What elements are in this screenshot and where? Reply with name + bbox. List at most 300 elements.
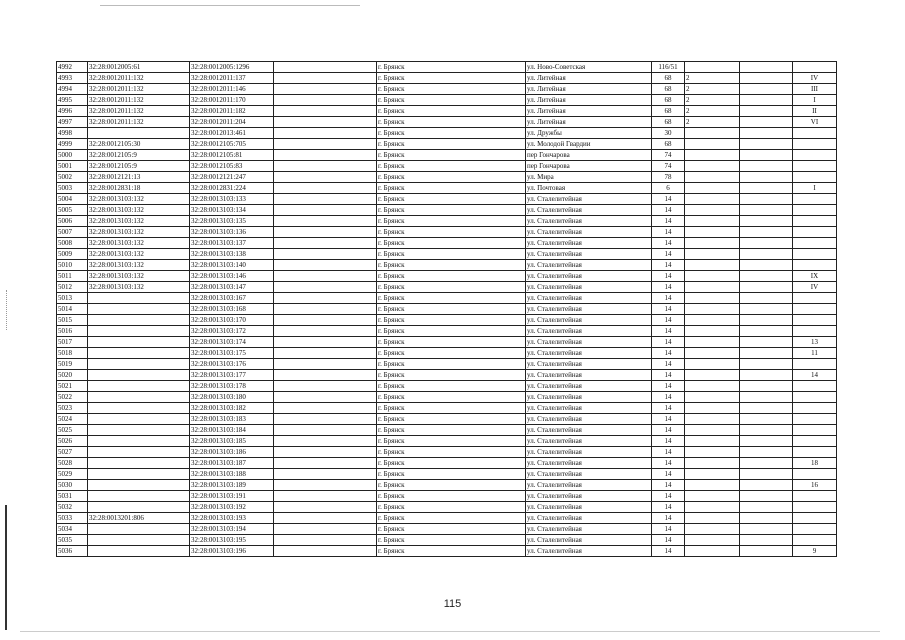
cell-old-cadastral-number: 32:28:0013103:132	[88, 238, 190, 249]
cell-street: ул. Сталелитейная	[526, 469, 652, 480]
cell-house: 14	[652, 282, 685, 293]
table-row	[57, 392, 837, 403]
cell-empty	[740, 271, 793, 282]
cell-old-cadastral-number: 32:28:0013103:132	[88, 205, 190, 216]
cell-house: 14	[652, 326, 685, 337]
cell-cadastral-number: 32:28:0013103:172	[190, 326, 274, 337]
cell-floor	[685, 348, 740, 359]
cell-empty	[740, 359, 793, 370]
cell-old-cadastral-number	[88, 469, 190, 480]
cell-empty	[274, 227, 377, 238]
cell-house: 14	[652, 535, 685, 546]
cell-empty	[274, 425, 377, 436]
cell-empty	[740, 216, 793, 227]
cell-city: г. Брянск	[377, 84, 526, 95]
cell-floor	[685, 403, 740, 414]
cell-city: г. Брянск	[377, 227, 526, 238]
cell-street: ул. Сталелитейная	[526, 546, 652, 557]
cell-street: ул. Молодой Гвардии	[526, 139, 652, 150]
cell-empty	[274, 161, 377, 172]
cell-cadastral-number: 32:28:0012011:182	[190, 106, 274, 117]
cell-floor	[685, 139, 740, 150]
cell-empty	[274, 337, 377, 348]
table-row	[57, 315, 837, 326]
cell-floor	[685, 205, 740, 216]
cell-cadastral-number: 32:28:0013103:185	[190, 436, 274, 447]
table-row	[57, 359, 837, 370]
cell-cadastral-number: 32:28:0013103:170	[190, 315, 274, 326]
cell-cadastral-number: 32:28:0012011:170	[190, 95, 274, 106]
cell-cadastral-number: 32:28:0013103:168	[190, 304, 274, 315]
cell-city: г. Брянск	[377, 370, 526, 381]
cell-city: г. Брянск	[377, 73, 526, 84]
cell-unit	[793, 359, 837, 370]
cell-city: г. Брянск	[377, 205, 526, 216]
cell-empty	[274, 436, 377, 447]
cell-house: 68	[652, 73, 685, 84]
cell-city: г. Брянск	[377, 381, 526, 392]
cell-floor	[685, 370, 740, 381]
cell-house: 78	[652, 172, 685, 183]
cell-street: ул. Сталелитейная	[526, 271, 652, 282]
cell-empty	[740, 205, 793, 216]
cell-street: ул. Сталелитейная	[526, 370, 652, 381]
cell-empty	[274, 84, 377, 95]
cell-old-cadastral-number: 32:28:0012011:132	[88, 117, 190, 128]
cell-city: г. Брянск	[377, 447, 526, 458]
cell-unit	[793, 513, 837, 524]
table-row	[57, 535, 837, 546]
table-row	[57, 150, 837, 161]
cell-empty	[274, 216, 377, 227]
cell-row-number: 5027	[57, 447, 88, 458]
cell-row-number: 4995	[57, 95, 88, 106]
cell-row-number: 5034	[57, 524, 88, 535]
cell-house: 14	[652, 227, 685, 238]
cell-empty	[740, 293, 793, 304]
cell-city: г. Брянск	[377, 502, 526, 513]
cell-empty	[274, 348, 377, 359]
cell-city: г. Брянск	[377, 414, 526, 425]
cell-cadastral-number: 32:28:0013103:195	[190, 535, 274, 546]
cell-empty	[740, 370, 793, 381]
cell-street: ул. Сталелитейная	[526, 458, 652, 469]
cell-empty	[274, 128, 377, 139]
cell-cadastral-number: 32:28:0012011:204	[190, 117, 274, 128]
cell-empty	[274, 194, 377, 205]
scan-artifact-dots	[6, 290, 13, 330]
cell-floor: 2	[685, 95, 740, 106]
cell-unit: 13	[793, 337, 837, 348]
cell-cadastral-number: 32:28:0012013:461	[190, 128, 274, 139]
cell-row-number: 5012	[57, 282, 88, 293]
cell-row-number: 5006	[57, 216, 88, 227]
cell-house: 30	[652, 128, 685, 139]
cell-street: ул. Литейная	[526, 95, 652, 106]
table-row	[57, 117, 837, 128]
cell-unit	[793, 436, 837, 447]
cell-old-cadastral-number	[88, 480, 190, 491]
cell-unit: 18	[793, 458, 837, 469]
cell-cadastral-number: 32:28:0013103:183	[190, 414, 274, 425]
cell-house: 14	[652, 271, 685, 282]
cell-street: ул. Сталелитейная	[526, 293, 652, 304]
cell-empty	[274, 370, 377, 381]
cell-old-cadastral-number	[88, 370, 190, 381]
cell-house: 14	[652, 337, 685, 348]
cell-unit	[793, 238, 837, 249]
cell-cadastral-number: 32:28:0013103:177	[190, 370, 274, 381]
cell-empty	[274, 260, 377, 271]
cell-city: г. Брянск	[377, 337, 526, 348]
cell-cadastral-number: 32:28:0013103:146	[190, 271, 274, 282]
cell-empty	[274, 139, 377, 150]
cell-unit: 9	[793, 546, 837, 557]
cell-old-cadastral-number	[88, 546, 190, 557]
cell-empty	[274, 73, 377, 84]
table-row	[57, 139, 837, 150]
cell-row-number: 5033	[57, 513, 88, 524]
cell-empty	[274, 403, 377, 414]
cell-city: г. Брянск	[377, 271, 526, 282]
cell-empty	[740, 161, 793, 172]
cell-empty	[740, 238, 793, 249]
cell-old-cadastral-number	[88, 359, 190, 370]
cell-street: ул. Сталелитейная	[526, 238, 652, 249]
cell-city: г. Брянск	[377, 469, 526, 480]
cell-old-cadastral-number	[88, 524, 190, 535]
cell-old-cadastral-number: 32:28:0013103:132	[88, 249, 190, 260]
cell-row-number: 5024	[57, 414, 88, 425]
cell-cadastral-number: 32:28:0012005:1296	[190, 62, 274, 73]
cell-empty	[740, 139, 793, 150]
table-row	[57, 425, 837, 436]
cell-city: г. Брянск	[377, 513, 526, 524]
cell-floor	[685, 282, 740, 293]
cell-cadastral-number: 32:28:0013103:176	[190, 359, 274, 370]
cell-street: ул. Сталелитейная	[526, 425, 652, 436]
cell-old-cadastral-number: 32:28:0013201:806	[88, 513, 190, 524]
cell-street: ул. Дружбы	[526, 128, 652, 139]
cell-empty	[274, 117, 377, 128]
cell-empty	[740, 513, 793, 524]
cell-house: 14	[652, 546, 685, 557]
cell-empty	[274, 535, 377, 546]
cell-street: ул. Сталелитейная	[526, 480, 652, 491]
cell-cadastral-number: 32:28:0013103:175	[190, 348, 274, 359]
cell-house: 14	[652, 370, 685, 381]
table-row	[57, 205, 837, 216]
table-row	[57, 436, 837, 447]
cell-city: г. Брянск	[377, 238, 526, 249]
cell-unit	[793, 469, 837, 480]
cell-row-number: 5029	[57, 469, 88, 480]
cell-unit	[793, 293, 837, 304]
cell-empty	[740, 381, 793, 392]
cell-city: г. Брянск	[377, 535, 526, 546]
cell-unit: I	[793, 95, 837, 106]
cell-city: г. Брянск	[377, 183, 526, 194]
cell-cadastral-number: 32:28:0013103:189	[190, 480, 274, 491]
cell-street: ул. Сталелитейная	[526, 282, 652, 293]
cell-row-number: 5017	[57, 337, 88, 348]
table-row	[57, 238, 837, 249]
cell-house: 68	[652, 106, 685, 117]
cell-city: г. Брянск	[377, 62, 526, 73]
cell-row-number: 5015	[57, 315, 88, 326]
cell-empty	[274, 513, 377, 524]
cell-row-number: 5025	[57, 425, 88, 436]
cell-city: г. Брянск	[377, 106, 526, 117]
cell-house: 14	[652, 491, 685, 502]
page-number: 115	[443, 598, 462, 610]
cell-row-number: 4997	[57, 117, 88, 128]
cell-floor	[685, 128, 740, 139]
cell-empty	[274, 95, 377, 106]
cell-floor	[685, 194, 740, 205]
cell-cadastral-number: 32:28:0013103:193	[190, 513, 274, 524]
cell-empty	[740, 524, 793, 535]
cell-city: г. Брянск	[377, 425, 526, 436]
cell-house: 68	[652, 95, 685, 106]
cell-cadastral-number: 32:28:0013103:178	[190, 381, 274, 392]
cell-city: г. Брянск	[377, 139, 526, 150]
cadastral-register-table	[56, 61, 837, 557]
cell-empty	[740, 62, 793, 73]
table-row	[57, 447, 837, 458]
cell-empty	[740, 73, 793, 84]
cell-empty	[274, 381, 377, 392]
cell-empty	[274, 304, 377, 315]
cell-city: г. Брянск	[377, 458, 526, 469]
cell-floor	[685, 216, 740, 227]
cell-cadastral-number: 32:28:0012011:137	[190, 73, 274, 84]
table-row	[57, 480, 837, 491]
cell-cadastral-number: 32:28:0013103:184	[190, 425, 274, 436]
cell-unit	[793, 227, 837, 238]
cell-empty	[740, 172, 793, 183]
cell-old-cadastral-number	[88, 436, 190, 447]
cell-unit	[793, 392, 837, 403]
cell-cadastral-number: 32:28:0013103:187	[190, 458, 274, 469]
cell-row-number: 5005	[57, 205, 88, 216]
cell-empty	[740, 249, 793, 260]
cell-floor	[685, 524, 740, 535]
cell-unit: I	[793, 183, 837, 194]
cell-unit: 14	[793, 370, 837, 381]
cell-cadastral-number: 32:28:0013103:192	[190, 502, 274, 513]
cell-old-cadastral-number: 32:28:0012011:132	[88, 73, 190, 84]
cell-unit	[793, 150, 837, 161]
cell-street: ул. Сталелитейная	[526, 502, 652, 513]
cell-row-number: 5001	[57, 161, 88, 172]
cell-street: ул. Литейная	[526, 106, 652, 117]
cell-row-number: 5023	[57, 403, 88, 414]
table-row	[57, 502, 837, 513]
cell-floor	[685, 172, 740, 183]
cell-row-number: 4999	[57, 139, 88, 150]
cell-street: ул. Сталелитейная	[526, 315, 652, 326]
table-row	[57, 348, 837, 359]
cell-empty	[740, 348, 793, 359]
cell-empty	[740, 282, 793, 293]
cell-cadastral-number: 32:28:0012011:146	[190, 84, 274, 95]
cell-old-cadastral-number	[88, 304, 190, 315]
table-row	[57, 326, 837, 337]
cell-row-number: 5019	[57, 359, 88, 370]
cell-row-number: 5036	[57, 546, 88, 557]
cell-cadastral-number: 32:28:0013103:188	[190, 469, 274, 480]
cell-row-number: 4996	[57, 106, 88, 117]
cell-unit	[793, 425, 837, 436]
cell-floor	[685, 293, 740, 304]
cell-empty	[740, 403, 793, 414]
cell-city: г. Брянск	[377, 293, 526, 304]
cell-cadastral-number: 32:28:0013103:140	[190, 260, 274, 271]
cell-house: 14	[652, 403, 685, 414]
cell-cadastral-number: 32:28:0013103:135	[190, 216, 274, 227]
cell-house: 116/51	[652, 62, 685, 73]
cell-house: 14	[652, 315, 685, 326]
cell-unit	[793, 194, 837, 205]
cell-floor	[685, 502, 740, 513]
cell-empty	[740, 480, 793, 491]
cell-cadastral-number: 32:28:0013103:134	[190, 205, 274, 216]
cell-row-number: 5008	[57, 238, 88, 249]
cell-empty	[740, 392, 793, 403]
table-row	[57, 458, 837, 469]
cell-city: г. Брянск	[377, 282, 526, 293]
cell-cadastral-number: 32:28:0013103:174	[190, 337, 274, 348]
cell-house: 14	[652, 260, 685, 271]
cell-house: 14	[652, 348, 685, 359]
cell-cadastral-number: 32:28:0012831:224	[190, 183, 274, 194]
cell-floor	[685, 359, 740, 370]
cell-house: 14	[652, 304, 685, 315]
cell-floor	[685, 62, 740, 73]
cell-empty	[740, 337, 793, 348]
cell-house: 6	[652, 183, 685, 194]
cell-row-number: 5022	[57, 392, 88, 403]
cell-old-cadastral-number	[88, 447, 190, 458]
cell-house: 14	[652, 524, 685, 535]
cell-floor	[685, 271, 740, 282]
cell-unit	[793, 315, 837, 326]
cell-floor	[685, 546, 740, 557]
cell-street: ул. Сталелитейная	[526, 436, 652, 447]
cell-street: ул. Сталелитейная	[526, 535, 652, 546]
cell-old-cadastral-number	[88, 535, 190, 546]
table-row	[57, 84, 837, 95]
cell-cadastral-number: 32:28:0013103:186	[190, 447, 274, 458]
cell-old-cadastral-number: 32:28:0012011:132	[88, 95, 190, 106]
cell-empty	[274, 524, 377, 535]
cell-house: 74	[652, 161, 685, 172]
cell-cadastral-number: 32:28:0013103:133	[190, 194, 274, 205]
cell-empty	[740, 535, 793, 546]
table-row	[57, 513, 837, 524]
cell-empty	[274, 238, 377, 249]
cell-empty	[740, 183, 793, 194]
cell-empty	[274, 172, 377, 183]
cell-city: г. Брянск	[377, 194, 526, 205]
cell-unit: IX	[793, 271, 837, 282]
cell-street: ул. Сталелитейная	[526, 216, 652, 227]
cell-floor	[685, 414, 740, 425]
cell-empty	[740, 469, 793, 480]
cell-unit	[793, 172, 837, 183]
cell-house: 14	[652, 513, 685, 524]
cell-house: 14	[652, 205, 685, 216]
cell-street: ул. Сталелитейная	[526, 249, 652, 260]
cell-street: ул. Литейная	[526, 117, 652, 128]
cell-empty	[740, 117, 793, 128]
cell-street: ул. Сталелитейная	[526, 524, 652, 535]
cell-old-cadastral-number: 32:28:0013103:132	[88, 271, 190, 282]
cell-empty	[274, 271, 377, 282]
cell-old-cadastral-number	[88, 491, 190, 502]
cell-city: г. Брянск	[377, 150, 526, 161]
cell-row-number: 5013	[57, 293, 88, 304]
cell-empty	[274, 469, 377, 480]
cell-unit: III	[793, 84, 837, 95]
cell-unit	[793, 216, 837, 227]
cell-empty	[740, 502, 793, 513]
cell-street: ул. Почтовая	[526, 183, 652, 194]
cell-house: 74	[652, 150, 685, 161]
cell-city: г. Брянск	[377, 95, 526, 106]
cell-empty	[274, 359, 377, 370]
cell-floor	[685, 249, 740, 260]
cell-empty	[274, 315, 377, 326]
cell-house: 14	[652, 502, 685, 513]
cell-unit	[793, 128, 837, 139]
cell-cadastral-number: 32:28:0012105:83	[190, 161, 274, 172]
cell-city: г. Брянск	[377, 348, 526, 359]
table-row	[57, 62, 837, 73]
cell-row-number: 5011	[57, 271, 88, 282]
cell-street: ул. Сталелитейная	[526, 194, 652, 205]
cell-city: г. Брянск	[377, 480, 526, 491]
cell-floor: 2	[685, 117, 740, 128]
cell-cadastral-number: 32:28:0013103:191	[190, 491, 274, 502]
cell-empty	[274, 546, 377, 557]
cell-unit: 16	[793, 480, 837, 491]
cell-empty	[274, 183, 377, 194]
cell-empty	[274, 392, 377, 403]
cell-house: 14	[652, 293, 685, 304]
cell-street: ул. Сталелитейная	[526, 381, 652, 392]
table-row	[57, 293, 837, 304]
cell-floor	[685, 304, 740, 315]
cell-old-cadastral-number: 32:28:0012005:61	[88, 62, 190, 73]
cell-row-number: 5032	[57, 502, 88, 513]
cell-empty	[740, 491, 793, 502]
cell-old-cadastral-number: 32:28:0012011:132	[88, 84, 190, 95]
table-row	[57, 183, 837, 194]
cell-row-number: 4993	[57, 73, 88, 84]
cell-house: 14	[652, 414, 685, 425]
cell-cadastral-number: 32:28:0013103:147	[190, 282, 274, 293]
cell-row-number: 5007	[57, 227, 88, 238]
cell-city: г. Брянск	[377, 161, 526, 172]
cell-old-cadastral-number	[88, 502, 190, 513]
cell-unit	[793, 491, 837, 502]
cell-empty	[740, 414, 793, 425]
cell-row-number: 5002	[57, 172, 88, 183]
cell-old-cadastral-number: 32:28:0012105:9	[88, 161, 190, 172]
cell-old-cadastral-number: 32:28:0013103:132	[88, 227, 190, 238]
